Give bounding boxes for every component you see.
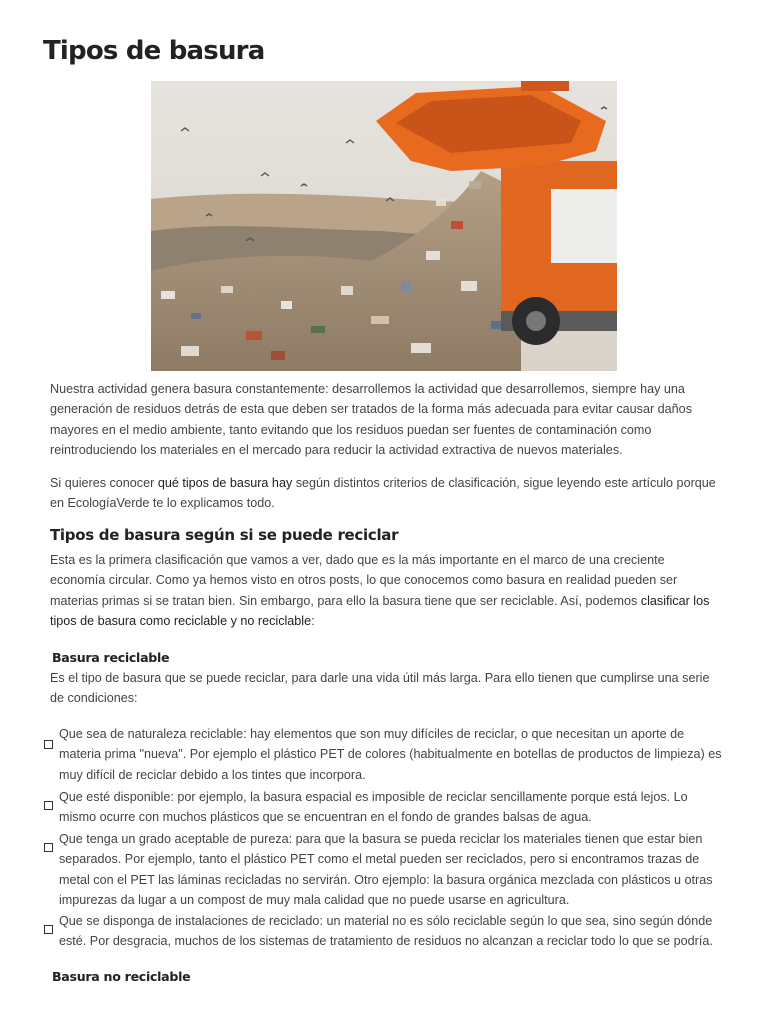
subheading-reciclable: Basura reciclable <box>52 650 170 665</box>
hero-image <box>151 81 617 371</box>
checkbox-bullet-icon <box>44 843 53 852</box>
section-paragraph: Esta es la primera clasificación que vamos a ver, dado que es la más importante en el marco de una creciente economía circular. Como ya hemos visto en otros posts, lo que conocemos como basura en realidad pueden ser materias primas si se tratan bien. Sin embargo, para ello la basura tiene que ser reciclable. Así, podemos clasificar los tipos de basura como reciclable y no reciclable: <box>50 553 710 629</box>
article-page: Tipos de basura Nuestra actividad genera basura constantemente: desarrollemos la actividad que desarrollemos, siempre hay una generación de residuos detrás de esta que deben ser tratados de la forma más adecuada para evitar causar daños mayores en el medio ambiente, tanto evitando que los residuos puedan ser fuentes de contaminación como reintroduciendo los materiales en el mercado para reducir la actividad extractiva de nuevos materiales. Si quieres conocer qué tipos de basura hay según distintos criterios de clasificación, sigue leyendo este artículo porque en EcologíaVerde te lo explicamos todo. Tipos de basura según si se puede reciclar Esta es la primera clasificación que vamos a ver, dado que es la más importante en el marco de una creciente economía circular. Como ya hemos visto en otros posts, lo que conocemos como basura en realidad pueden ser materias primas si se tratan bien. Sin embargo, para ello la basura tiene que ser reciclable. Así, podemos clasificar los tipos de basura como reciclable y no reciclable: Basura reciclable Es el tipo de basura que se puede reciclar, para darle una vida útil más larga. Para ello tienen que cumplirse una serie de condiciones: Que sea de naturaleza reciclable: hay elementos que son muy difíciles de reciclar, o que necesitan un aporte de materia prima "nueva". Por ejemplo el plástico PET de colores (habitualmente en botellas de productos de limpieza) es muy difícil de reciclar debido a los tintes que incorpora. Que esté disponible: por ejemplo, la basura espacial es imposible de reciclar sencillamente porque está lejos. Lo mismo ocurre con muchos plásticos que se encuentran en el fondo de grandes balsas de agua. Que tenga un grado aceptable de pureza: para que la basura se pueda reciclar los materiales tienen que estar bien separados. Por ejemplo, tanto el plástico PET como el metal pueden ser reciclados, pero si encontramos trazas de metal con el PET las láminas recicladas no servirán. Otro ejemplo: la basura orgánica mezclada con plásticos u otras impurezas da lugar a un compost de muy mala calidad que no puede usarse en agricultura. Que se disponga de instalaciones de reciclado: un material no es sólo reciclable según lo que sea, sino según dónde esté. Por desgracia, muchos de los sistemas de tratamiento de residuos no alcanzan a reciclar todo lo que se podría. Basura no reciclable <box>43 36 722 984</box>
page-title: Tipos de basura <box>43 36 265 66</box>
inline-bold-text: clasificar los tipos de basura como reciclable y no reciclable <box>50 593 710 629</box>
checkbox-bullet-icon <box>44 925 53 934</box>
checkbox-bullet-icon <box>44 740 53 749</box>
subheading-no-reciclable: Basura no reciclable <box>52 969 191 984</box>
reciclable-paragraph: Es el tipo de basura que se puede reciclar, para darle una vida útil más larga. Para ello tienen que cumplirse una serie de condiciones: <box>50 671 710 706</box>
intro-paragraph: Nuestra actividad genera basura constantemente: desarrollemos la actividad que desarrollemos, siempre hay una generación de residuos detrás de esta que deben ser tratados de la forma más adecuada para evitar causar daños mayores en el medio ambiente, tanto evitando que los residuos puedan ser fuentes de contaminación como reintroduciendo los materiales en el mercado para reducir la actividad extractiva de nuevos materiales. <box>50 382 692 458</box>
checkbox-bullet-icon <box>44 801 53 810</box>
section-heading-reciclar: Tipos de basura según si se puede reciclar <box>50 526 399 544</box>
intro-paragraph-2: Si quieres conocer qué tipos de basura hay según distintos criterios de clasificación, sigue leyendo este artículo porque en EcologíaVerde te lo explicamos todo. <box>50 476 716 511</box>
inline-bold-text: qué tipos de basura hay <box>157 476 293 490</box>
